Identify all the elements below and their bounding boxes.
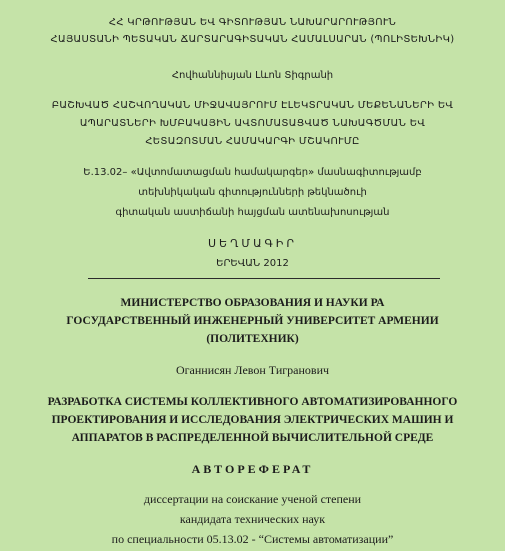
russian-title-line-3: АППАРАТОВ В РАСПРЕДЕЛЕННОЙ ВЫЧИСЛИТЕЛЬНОЙ СРЕДЕ xyxy=(71,432,434,444)
russian-dissertation-line-1: диссертации на соискание ученой степени xyxy=(143,492,362,506)
armenian-title-line-1: ԲԱՇԽՎԱԾ ՀԱՇՎՈՂԱԿԱՆ ՄԻՋԱՎԱՅՐՈՒՄ ԷԼԵԿՏՐԱԿԱՆ ՄԵՔԵՆԱՆԵՐԻ ԵՎ xyxy=(51,100,454,111)
armenian-specialty-line-3: գիտական աստիճանի հայցման ատենախոսության xyxy=(115,207,390,218)
armenian-ministry-line-1: ՀՀ ԿՐԹՈՒԹՅԱՆ ԵՎ ԳԻՏՈՒԹՅԱՆ ՆԱԽԱՐԱՐՈՒԹՅՈՒՆ xyxy=(108,17,397,28)
russian-title-line-2: ПРОЕКТИРОВАНИЯ И ИССЛЕДОВАНИЯ ЭЛЕКТРИЧЕСКИХ МАШИН И xyxy=(51,414,454,426)
russian-author-name: Оганнисян Левон Тигранович xyxy=(175,363,330,377)
russian-title-line-1: РАЗРАБОТКА СИСТЕМЫ КОЛЛЕКТИВНОГО АВТОМАТИЗИРОВАННОГО xyxy=(47,396,458,408)
armenian-title-line-3: ՀԵՏԱԶՈՏՄԱՆ ՀԱՄԱԿԱՐԳԻ ՄՇԱԿՈՒՄԸ xyxy=(145,136,360,147)
russian-ministry-line-1: МИНИСТЕРСТВО ОБРАЗОВАНИЯ И НАУКИ РА xyxy=(120,297,385,309)
russian-ministry-line-3: (ПОЛИТЕХНИК) xyxy=(206,333,299,345)
armenian-specialty-line-1: Ե.13.02– «Ավտոմատացման համակարգեր» մասնագիտությամբ xyxy=(83,167,422,178)
armenian-title-line-2: ԱՊԱՐԱՏՆԵՐԻ ԽՄԲԱԿԱՅԻՆ ԱՎՏՈՄԱՏԱՑՎԱԾ ՆԱԽԱԳԾՄԱՆ ԵՎ xyxy=(79,118,426,129)
armenian-ministry-line-2: ՀԱՅԱՍՏԱՆԻ ՊԵՏԱԿԱՆ ՃԱՐՏԱՐԱԳԻՏԱԿԱՆ ՀԱՄԱԼՍԱՐԱՆ (ՊՈԼԻՏԵԽՆԻԿ) xyxy=(50,34,455,45)
armenian-document-type: ՍԵՂՄԱԳԻՐ xyxy=(207,237,298,250)
russian-document-type: АВТОРЕФЕРАТ xyxy=(191,462,314,476)
armenian-author-name: Հովհաննիսյան Լևոն Տիգրանի xyxy=(171,70,334,81)
russian-ministry-line-2: ГОСУДАРСТВЕННЫЙ ИНЖЕНЕРНЫЙ УНИВЕРСИТЕТ АРМЕНИИ xyxy=(66,315,439,327)
section-divider xyxy=(88,278,440,279)
armenian-specialty-line-2: տեխնիկական գիտությունների թեկնածուի xyxy=(138,187,367,198)
russian-dissertation-line-3: по специальности 05.13.02 - “Системы автоматизации” xyxy=(111,532,394,546)
russian-dissertation-line-2: кандидата технических наук xyxy=(179,512,326,526)
armenian-city-year: ԵՐԵՎԱՆ 2012 xyxy=(216,258,289,269)
